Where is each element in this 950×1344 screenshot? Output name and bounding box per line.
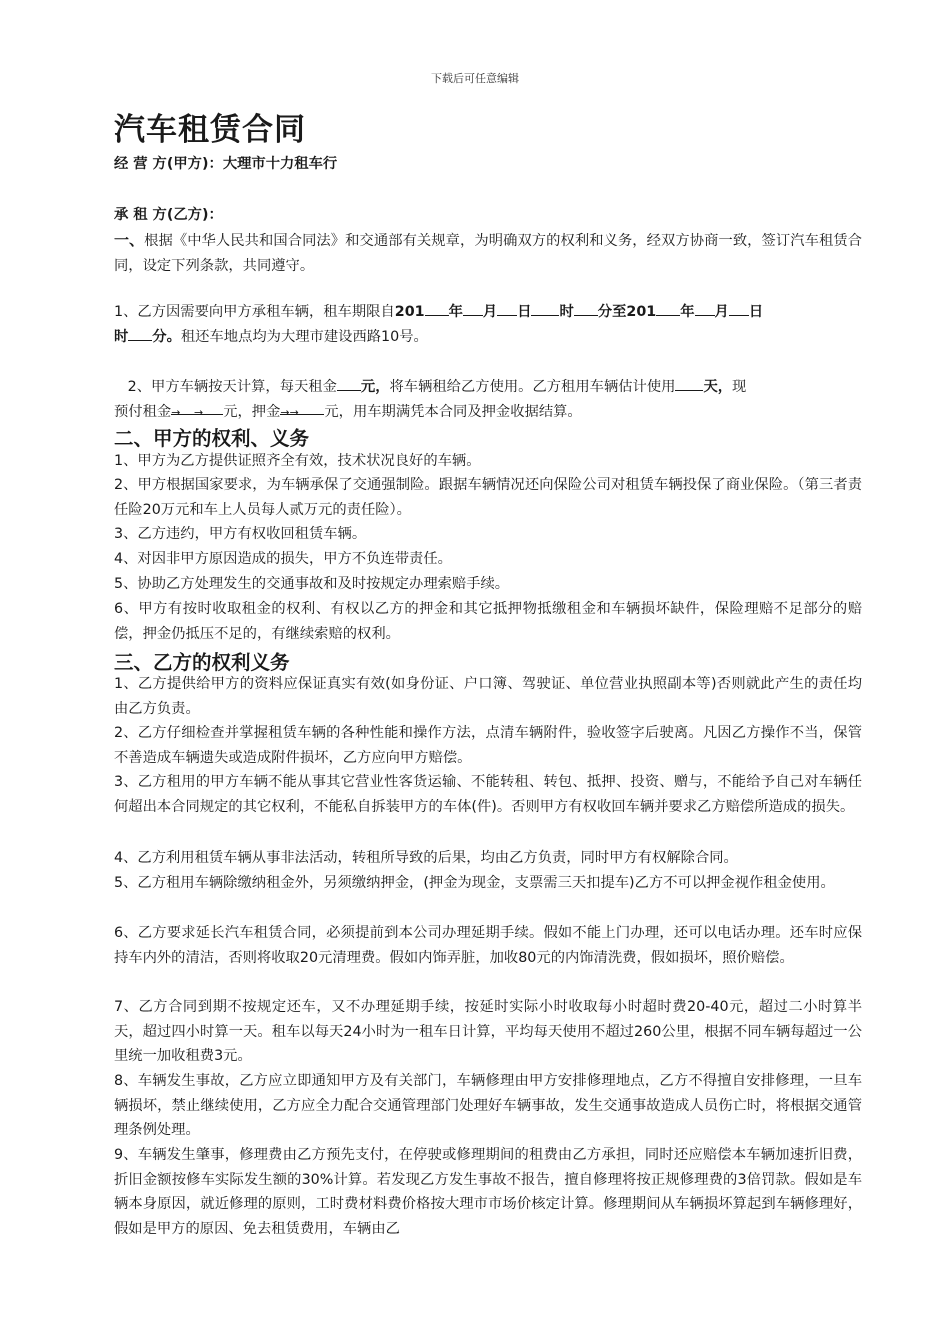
s2-item-2: 2、甲方根据国家要求，为车辆承保了交通强制险。跟据车辆情况还向保险公司对租赁车辆投保了商业保险。（第三者责任险20万元和车上人员每人贰万元的责任险）。: [114, 477, 862, 518]
s2-item-5: 5、协助乙方处理发生的交通事故和及时按规定办理索赔手续。: [114, 576, 510, 592]
clause-1-location: 租还车地点均为大理市建设西路: [180, 328, 382, 345]
blank-start-minute[interactable]: [574, 301, 598, 316]
start-ri: 日: [517, 304, 532, 320]
party-a-line: [114, 153, 337, 173]
s3-item-9: 9、车辆发生肇事，修理费由乙方预先支付，在停驶或修理期间的租费由乙方承担，同时还应赔偿本车辆加速折旧费，折旧金额按修车实际发生额的30%计算。若发现乙方发生事故不报告，擅自修理将按正规修理费的3倍罚款。假如是车辆本身原因，就近修理的原则，工时费材料费价格按大理市市场价核定计算。修理期间从车辆损坏算起到车辆修理好，假如是甲方的原因、免去租赁费用，车辆由乙: [114, 1147, 862, 1237]
blank-end-month[interactable]: [695, 301, 715, 316]
end-yue: 月: [714, 304, 729, 320]
s2-item-4: 4、对因非甲方原因造成的损失，甲方不负连带责任。: [114, 551, 452, 567]
blank-deposit[interactable]: [280, 400, 324, 419]
clause-2-text: 2、甲方车辆按天计算，每天租金: [127, 379, 337, 395]
arrow-icon: →: [280, 405, 290, 419]
blank-start-month[interactable]: [463, 301, 483, 316]
blank-start-day[interactable]: [497, 301, 517, 316]
arrow-icon: →: [171, 405, 181, 419]
s3-item-2: 2、乙方仔细检查并掌握租赁车辆的各种性能和操作方法，点清车辆附件，验收签字后驶离。凡因乙方操作不当，保管不善造成车辆遗失或造成附件损坏，乙方应向甲方赔偿。: [114, 725, 862, 766]
blank-start-hour[interactable]: [531, 301, 559, 316]
start-nian: 年: [448, 304, 463, 320]
blank-end-year[interactable]: [656, 301, 680, 316]
page-title: 汽车租赁合同: [114, 112, 306, 148]
end-shi: 时: [114, 328, 129, 345]
address-number: 10: [381, 328, 400, 345]
s3-item-3: 3、乙方租用的甲方车辆不能从事其它营业性客货运输、不能转租、转包、抵押、投资、赠与，不能给予自己对车辆任何超出本合同规定的其它权利，不能私自拆装甲方的车体(件)。否则甲方有权收回车辆并要求乙方赔偿所造成的损失。: [114, 774, 862, 815]
end-ri: 日: [748, 304, 764, 320]
section-2-heading: 二、甲方的权利、义务: [114, 427, 310, 450]
s3-item-7: 7、乙方合同到期不按规定还车，又不办理延期手续，按延时实际小时收取每小时超时费20-40元，超过二小时算半天，超过四小时算一天。租车以每天24小时为一租车日计算，平均每天使用不超过260公里，根据不同车辆每超过一公里统一加收租费3元。: [114, 999, 862, 1064]
clause-2-text-2: 将车辆租给乙方使用。乙方租用车辆估计使用: [389, 379, 676, 395]
blank-end-day[interactable]: [729, 301, 749, 316]
clause-2-text-4: 元，用车期满凭本合同及押金收据结算。: [324, 403, 582, 420]
s2-item-6: 6、甲方有按时收取租金的权利、有权以乙方的押金和其它抵押物抵缴租金和车辆损坏缺件，保险理赔不足部分的赔偿，押金仍抵压不足的，有继续索赔的权利。: [114, 601, 862, 642]
clause-2-prepay: 预付租金: [114, 403, 172, 420]
clause-2-yuan: 元，: [360, 379, 390, 395]
s3-item-5: 5、乙方租用车辆除缴纳租金外，另须缴纳押金，(押金为现金，支票需三天扣提车)乙方不可以押金视作租金使用。: [114, 875, 835, 891]
intro-number: 一、: [114, 231, 145, 249]
clause-2-xian: 现: [732, 379, 747, 395]
clause-2: [114, 375, 862, 424]
blank-start-year[interactable]: [425, 301, 449, 316]
party-a-name: 大理市十力租车行: [222, 156, 338, 172]
party-b-line: [114, 204, 223, 224]
address-hao: 号。: [399, 328, 428, 345]
end-year: 201: [626, 304, 657, 320]
s2-item-3: 3、乙方违约，甲方有权收回租赁车辆。: [114, 526, 367, 542]
start-fen-zhi: 分至: [597, 304, 627, 320]
clause-2-yuan-2: 元，: [223, 403, 252, 420]
intro-paragraph: [114, 228, 862, 278]
blank-daily-rent[interactable]: [337, 376, 361, 391]
clause-2-tian: 天，: [703, 379, 733, 395]
blank-end-minute[interactable]: [128, 326, 152, 341]
s3-item-6: 6、乙方要求延长汽车租赁合同，必须提前到本公司办理延期手续。假如不能上门办理，还可以电话办理。还车时应保持车内外的清洁，否则将收取20元清理费。假如内饰弄脏，加收80元的内饰清洗费，假如损坏，照价赔偿。: [114, 925, 862, 966]
end-nian: 年: [680, 304, 695, 320]
end-fen: 分。: [152, 328, 181, 345]
s3-item-4: 4、乙方利用租赁车辆从事非法活动，转租所导致的后果，均由乙方负责，同时甲方有权解除合同。: [114, 850, 738, 866]
s3-item-8: 8、车辆发生事故，乙方应立即通知甲方及有关部门，车辆修理由甲方安排修理地点，乙方不得擅自安排修理，一旦车辆损坏，禁止继续使用，乙方应全力配合交通管理部门处理好车辆事故，发生交通事故造成人员伤亡时，将根据交通管理条例处理。: [114, 1073, 862, 1138]
header-note: 下载后可任意编辑: [431, 72, 519, 85]
blank-days[interactable]: [675, 376, 703, 391]
clause-1: [114, 300, 862, 349]
start-year: 201: [394, 304, 425, 320]
intro-text: 根据《中华人民共和国合同法》和交通部有关规章，为明确双方的权利和义务，经双方协商一致，签订汽车租赁合同，设定下列条款，共同遵守。: [114, 233, 862, 274]
s2-item-1: 1、甲方为乙方提供证照齐全有效，技术状况良好的车辆。: [114, 453, 481, 469]
blank-prepay[interactable]: [171, 400, 223, 419]
arrow-icon: →: [194, 405, 204, 419]
section-3-heading: 三、乙方的权利义务: [114, 651, 290, 674]
clause-1-text: 1、乙方因需要向甲方承租车辆，租车期限自: [114, 304, 395, 320]
s3-item-1: 1、乙方提供给甲方的资料应保证真实有效(如身份证、户口簿、驾驶证、单位营业执照副本等)否则就此产生的责任均由乙方负责。: [114, 676, 862, 717]
start-yue: 月: [482, 304, 498, 320]
arrow-icon: →: [289, 405, 299, 419]
clause-2-deposit: 押金: [251, 403, 281, 420]
party-b-label: 承 租 方(乙方)：: [114, 207, 223, 223]
party-a-label: 经 营 方(甲方)：: [114, 156, 223, 172]
start-shi: 时: [559, 304, 574, 320]
